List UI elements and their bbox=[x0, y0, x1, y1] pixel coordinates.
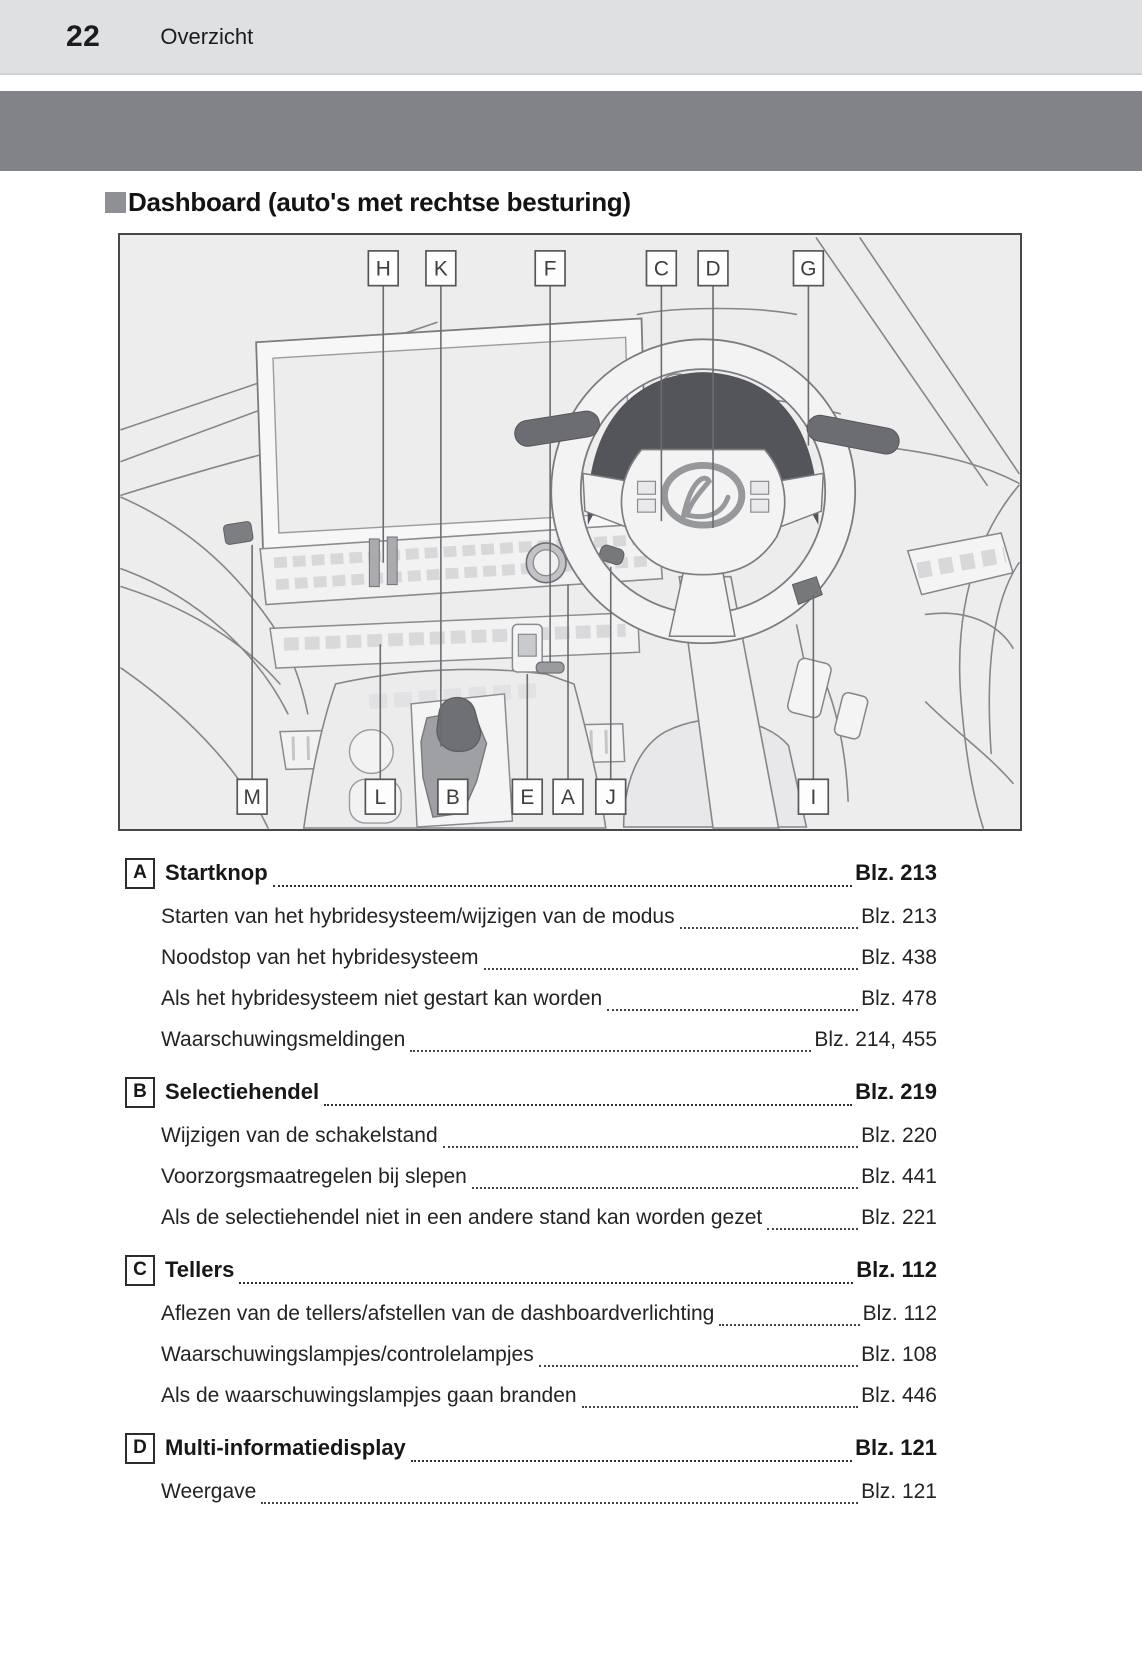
figure-label-L: L bbox=[374, 786, 387, 810]
figure-label-D: D bbox=[705, 257, 721, 281]
dot-leader bbox=[472, 1187, 858, 1189]
legend-item bbox=[125, 1197, 937, 1238]
dash-side-switch bbox=[223, 521, 254, 545]
dot-leader bbox=[484, 968, 859, 970]
wheel-button bbox=[751, 499, 769, 512]
legend-section bbox=[125, 1247, 937, 1416]
figure-label-K: K bbox=[433, 257, 448, 281]
legend-item-label: Voorzorgsmaatregelen bij slepen bbox=[161, 1164, 467, 1188]
legend-section-header bbox=[125, 850, 937, 896]
wheel-button bbox=[751, 481, 769, 494]
legend-item bbox=[125, 1375, 937, 1416]
legend-item bbox=[125, 1293, 937, 1334]
dashboard-illustration bbox=[120, 235, 1020, 829]
legend-page-ref: Blz. 112 bbox=[856, 1257, 937, 1282]
legend-section bbox=[125, 1069, 937, 1238]
release-lever bbox=[536, 662, 564, 673]
legend-item-label: Wijzigen van de schakelstand bbox=[161, 1123, 438, 1147]
legend-item-label: Waarschuwingslampjes/controlelampjes bbox=[161, 1342, 534, 1366]
dot-leader bbox=[767, 1228, 858, 1230]
legend-item-label: Als het hybridesysteem niet gestart kan worden bbox=[161, 986, 603, 1010]
heading-text: Dashboard (auto's met rechtse besturing) bbox=[128, 187, 631, 217]
dot-leader bbox=[443, 1146, 858, 1148]
dot-leader bbox=[539, 1365, 858, 1367]
legend-section-header bbox=[125, 1425, 937, 1471]
wheel-button bbox=[638, 481, 656, 494]
chapter-band bbox=[0, 91, 1142, 171]
page-header bbox=[0, 0, 1142, 75]
legend-item-label: Waarschuwingsmeldingen bbox=[161, 1027, 406, 1051]
legend-section bbox=[125, 1425, 937, 1512]
legend-page-ref: Blz. 220 bbox=[861, 1123, 937, 1147]
legend-section-title: Startknop bbox=[165, 860, 268, 885]
figure-heading bbox=[105, 187, 1142, 218]
column-side-button bbox=[518, 634, 536, 656]
legend-section-header bbox=[125, 1247, 937, 1293]
legend-section-title: Tellers bbox=[165, 1257, 235, 1282]
figure-label-E: E bbox=[520, 786, 535, 810]
legend-page-ref: Blz. 213 bbox=[861, 904, 937, 928]
dot-leader bbox=[261, 1502, 858, 1504]
legend-item bbox=[125, 1115, 937, 1156]
figure-label-C: C bbox=[653, 257, 669, 281]
figure-label-J: J bbox=[605, 786, 616, 810]
legend-page-ref: Blz. 214, 455 bbox=[814, 1027, 937, 1051]
figure-label-F: F bbox=[543, 257, 557, 281]
legend-item bbox=[125, 1334, 937, 1375]
legend-item bbox=[125, 1471, 937, 1512]
legend-item bbox=[125, 1156, 937, 1197]
legend-section-title: Multi-informatiedisplay bbox=[165, 1435, 406, 1460]
legend-letter-box: C bbox=[125, 1255, 155, 1286]
legend-page-ref: Blz. 438 bbox=[861, 945, 937, 969]
legend-page-ref: Blz. 441 bbox=[861, 1164, 937, 1188]
dot-leader bbox=[273, 885, 852, 887]
legend-item bbox=[125, 896, 937, 937]
dot-leader bbox=[239, 1282, 853, 1284]
legend-page-ref: Blz. 478 bbox=[861, 986, 937, 1010]
legend-item bbox=[125, 978, 937, 1019]
page-number: 22 bbox=[66, 19, 101, 53]
figure-label-G: G bbox=[800, 257, 817, 281]
legend-item-label: Starten van het hybridesysteem/wijzigen van de modus bbox=[161, 904, 675, 928]
dot-leader bbox=[719, 1324, 859, 1326]
legend-item-label: Noodstop van het hybridesysteem bbox=[161, 945, 479, 969]
legend-page-ref: Blz. 108 bbox=[861, 1342, 937, 1366]
wheel-button bbox=[638, 499, 656, 512]
figure-label-B: B bbox=[445, 786, 460, 810]
figure-label-H: H bbox=[375, 257, 391, 281]
legend-list bbox=[125, 850, 937, 1512]
legend-section-title: Selectiehendel bbox=[165, 1079, 320, 1104]
legend-section-header bbox=[125, 1069, 937, 1115]
legend-page-ref: Blz. 446 bbox=[861, 1383, 937, 1407]
heading-square-icon bbox=[105, 192, 126, 213]
tune-slider bbox=[387, 537, 397, 585]
legend-letter-box: A bbox=[125, 858, 155, 889]
dashboard-figure bbox=[118, 233, 1022, 831]
dot-leader bbox=[324, 1104, 852, 1106]
figure-label-I: I bbox=[810, 786, 817, 810]
legend-item bbox=[125, 1019, 937, 1060]
page-section-title: Overzicht bbox=[160, 23, 254, 49]
legend-letter-box: D bbox=[125, 1433, 155, 1464]
dot-leader bbox=[410, 1050, 811, 1052]
legend-section bbox=[125, 850, 937, 1060]
figure-label-M: M bbox=[243, 786, 261, 810]
legend-page-ref: Blz. 213 bbox=[855, 860, 937, 885]
dot-leader bbox=[411, 1460, 852, 1462]
start-button bbox=[533, 550, 559, 576]
legend-page-ref: Blz. 112 bbox=[862, 1301, 937, 1325]
dot-leader bbox=[680, 927, 859, 929]
legend-item-label: Als de selectiehendel niet in een andere stand kan worden gezet bbox=[161, 1205, 763, 1229]
legend-page-ref: Blz. 121 bbox=[855, 1435, 937, 1460]
cup-holder bbox=[349, 730, 393, 774]
legend-item bbox=[125, 937, 937, 978]
legend-item-label: Als de waarschuwingslampjes gaan branden bbox=[161, 1383, 577, 1407]
legend-letter-box: B bbox=[125, 1077, 155, 1108]
legend-page-ref: Blz. 121 bbox=[861, 1479, 937, 1503]
legend-item-label: Aflezen van de tellers/afstellen van de dashboardverlichting bbox=[161, 1301, 715, 1325]
legend-item-label: Weergave bbox=[161, 1479, 257, 1503]
dot-leader bbox=[607, 1009, 858, 1011]
dot-leader bbox=[582, 1406, 859, 1408]
legend-page-ref: Blz. 221 bbox=[861, 1205, 937, 1229]
figure-label-A: A bbox=[561, 786, 575, 810]
volume-slider bbox=[369, 539, 379, 587]
legend-page-ref: Blz. 219 bbox=[855, 1079, 937, 1104]
